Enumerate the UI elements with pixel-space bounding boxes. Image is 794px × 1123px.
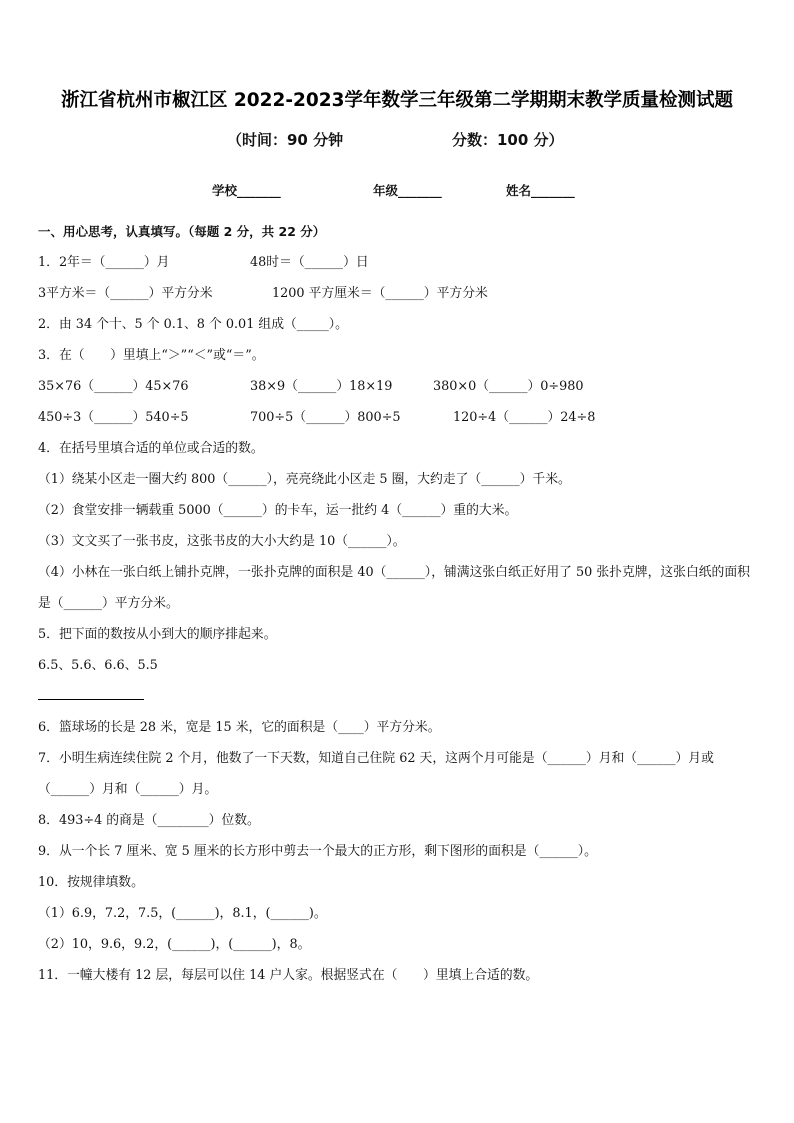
question-11: 11．一幢大楼有 12 层，每层可以住 14 户人家。根据竖式在（ ）里填上合适的数。 <box>38 968 539 983</box>
question-4-part-2: （2）食堂安排一辆载重 5000（______）的卡车，运一批约 4（______）重的大米。 <box>38 503 518 518</box>
question-list <box>38 216 760 991</box>
question-5-numbers: 6.5、5.6、6.6、5.5 <box>38 658 158 673</box>
question-1a: 1．2年＝（______）月 <box>38 255 170 270</box>
student-info-row <box>0 181 794 201</box>
school-field: 学校_______ <box>212 183 281 198</box>
question-1-row-1 <box>38 247 760 278</box>
question-3: 3．在（ ）里填上“＞”“＜”或“＝”。 <box>38 348 265 363</box>
grade-field: 年级_______ <box>373 183 442 198</box>
question-9: 9．从一个长 7 厘米、宽 5 厘米的长方形中剪去一个最大的正方形，剩下图形的面积是（______）。 <box>38 844 597 859</box>
question-3e: 700÷5（______）800÷5 <box>250 410 401 425</box>
time-limit: （时间：90 分钟 <box>227 131 344 149</box>
question-4-part-3: （3）文文买了一张书皮，这张书皮的大小大约是 10（______）。 <box>38 534 406 549</box>
question-3a: 35×76（______）45×76 <box>38 379 189 394</box>
exam-meta <box>0 129 794 151</box>
question-3c: 380×0（______）0÷980 <box>433 379 584 394</box>
page-title: 浙江省杭州市椒江区 2022-2023学年数学三年级第二学期期末教学质量检测试题 <box>60 90 734 111</box>
question-2: 2．由 34 个十、5 个 0.1、8 个 0.01 组成（_____）。 <box>38 317 348 332</box>
question-3f: 120÷4（______）24÷8 <box>453 410 596 425</box>
question-1-row-2 <box>38 278 760 309</box>
question-5: 5．把下面的数按从小到大的顺序排起来。 <box>38 627 277 642</box>
question-1d: 1200 平方厘米＝（______）平方分米 <box>272 286 488 301</box>
question-10-part-1: （1）6.9，7.2，7.5，(______)，8.1，(______)。 <box>38 906 327 921</box>
question-3d: 450÷3（______）540÷5 <box>38 410 189 425</box>
question-4-part-4: （4）小林在一张白纸上铺扑克牌，一张扑克牌的面积是 40（______），铺满这张白纸正好用了 50 张扑克牌，这张白纸的面积是（______）平方分米。 <box>38 565 750 611</box>
question-1b: 48时＝（______）日 <box>250 255 369 270</box>
question-10: 10．按规律填数。 <box>38 875 144 890</box>
answer-underline <box>38 699 144 700</box>
section-heading: 一、用心思考，认真填写。（每题 2 分，共 22 分） <box>38 224 326 239</box>
question-6: 6．篮球场的长是 28 米，宽是 15 米，它的面积是（____）平方分米。 <box>38 720 441 735</box>
question-8: 8．493÷4 的商是（________）位数。 <box>38 813 260 828</box>
question-1c: 3平方米＝（______）平方分米 <box>38 286 213 301</box>
question-10-part-2: （2）10，9.6，9.2，(______)，(______)，8。 <box>38 937 311 952</box>
question-4: 4．在括号里填合适的单位或合适的数。 <box>38 441 264 456</box>
name-field: 姓名_______ <box>506 183 575 198</box>
question-3-row-2 <box>38 402 760 433</box>
question-3-row-1 <box>38 371 760 402</box>
question-7: 7．小明生病连续住院 2 个月，他数了一下天数，知道自己住院 62 天，这两个月可能是（______）月和（______）月或（______）月和（______）月。 <box>38 751 714 797</box>
question-4-part-1: （1）绕某小区走一圈大约 800（______），亮亮绕此小区走 5 圈，大约走了（______）千米。 <box>38 472 571 487</box>
question-3b: 38×9（______）18×19 <box>250 379 393 394</box>
total-score: 分数：100 分） <box>452 131 564 149</box>
answer-line <box>38 681 760 712</box>
